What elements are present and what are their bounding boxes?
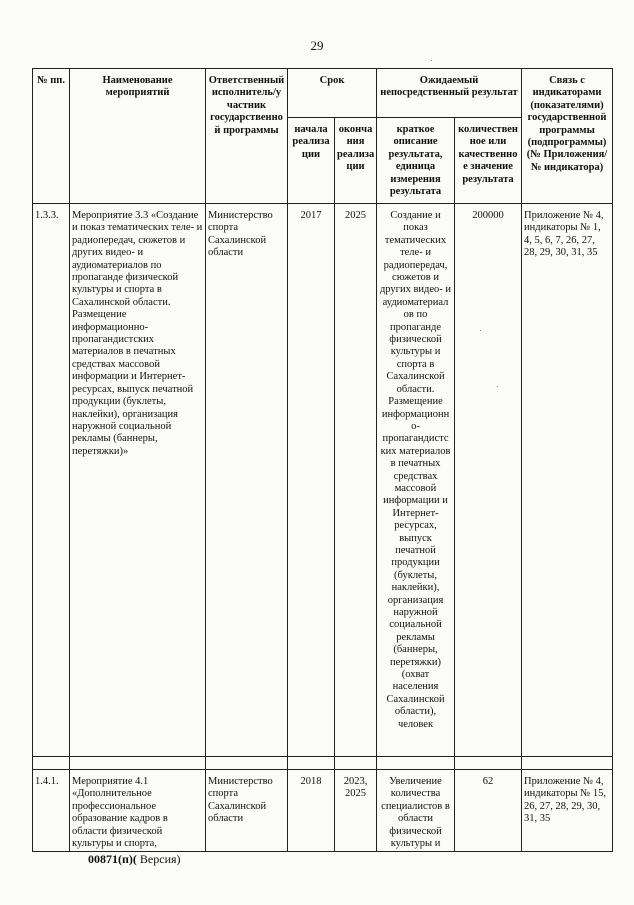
row-num: 1.3.3. [33, 204, 70, 757]
row-start: 2017 [288, 204, 335, 757]
header-link: Связь с индикаторами (показателями) государственной программы (подпрограммы) (№ Приложения/№ индикатора) [522, 69, 613, 204]
row-result: Создание и показ тематических теле- и радиопередач, сюжетов и других видео- и аудиоматериал ов по пропаганде физической культуры и спорта в Сахалинской области. Размещение информационн о-пропагандистс ких материалов в печатных средствах массовой информации и Интернет-ресурсах, выпуск печатной продукции (буклеты, наклейки), организация наружной социальной рекламы (баннеры, перетяжки) (охват населения Сахалинской области), человек [377, 204, 455, 757]
row-start: 2018 [288, 770, 335, 852]
row-name: Мероприятие 3.3 «Создание и показ тематических теле- и радиопередач, сюжетов и других видео- и аудиоматериалов по пропаганде физической культуры и спорта в Сахалинской области. Размещение информационно-пропагандистских материалов в печатных средствах массовой информации и Интернет-ресурсах, выпуск печатной продукции (буклеты, наклейки), организация наружной социальной рекламы (баннеры, перетяжки)» [70, 204, 206, 757]
page-break-row [33, 757, 613, 770]
header-name: Наименование мероприятий [70, 69, 206, 204]
row-value: 200000 [455, 204, 522, 757]
row-end: 2025 [335, 204, 377, 757]
scan-speck [480, 330, 481, 331]
row-num: 1.4.1. [33, 770, 70, 852]
table-row [33, 770, 613, 852]
activities-table [32, 68, 613, 852]
footer-code: 00871(п)( [88, 852, 137, 866]
header-term-end: оконча ния реализа ции [335, 118, 377, 204]
row-end: 2023, 2025 [335, 770, 377, 852]
document-footer [88, 852, 181, 867]
footer-version: Версия) [136, 852, 181, 866]
row-value: 62 [455, 770, 522, 852]
header-term: Срок [288, 69, 377, 118]
row-responsible: Министерство спорта Сахалинской области [206, 770, 288, 852]
row-result: Увеличение количества специалистов в области физической культуры и [377, 770, 455, 852]
row-link: Приложение № 4, индикаторы № 1, 4, 5, 6, 7, 26, 27, 28, 29, 30, 31, 35 [522, 204, 613, 757]
header-num: № пп. [33, 69, 70, 204]
scan-speck [431, 60, 432, 61]
row-name: Мероприятие 4.1 «Дополнительное профессиональное образование кадров в области физической культуры и спорта, [70, 770, 206, 852]
scan-speck [497, 386, 498, 387]
header-expected-short: краткое описание результата, единица измерения результата [377, 118, 455, 204]
header-expected-qty: количествен ное или качественно е значение результата [455, 118, 522, 204]
row-link: Приложение № 4, индикаторы № 15, 26, 27, 28, 29, 30, 31, 35 [522, 770, 613, 852]
header-responsible: Ответственный исполнитель/у частник государственно й программы [206, 69, 288, 204]
header-expected: Ожидаемый непосредственный результат [377, 69, 522, 118]
row-responsible: Министерство спорта Сахалинской области [206, 204, 288, 757]
header-term-start: начала реализа ции [288, 118, 335, 204]
page-number: 29 [310, 38, 324, 53]
table-row [33, 204, 613, 757]
